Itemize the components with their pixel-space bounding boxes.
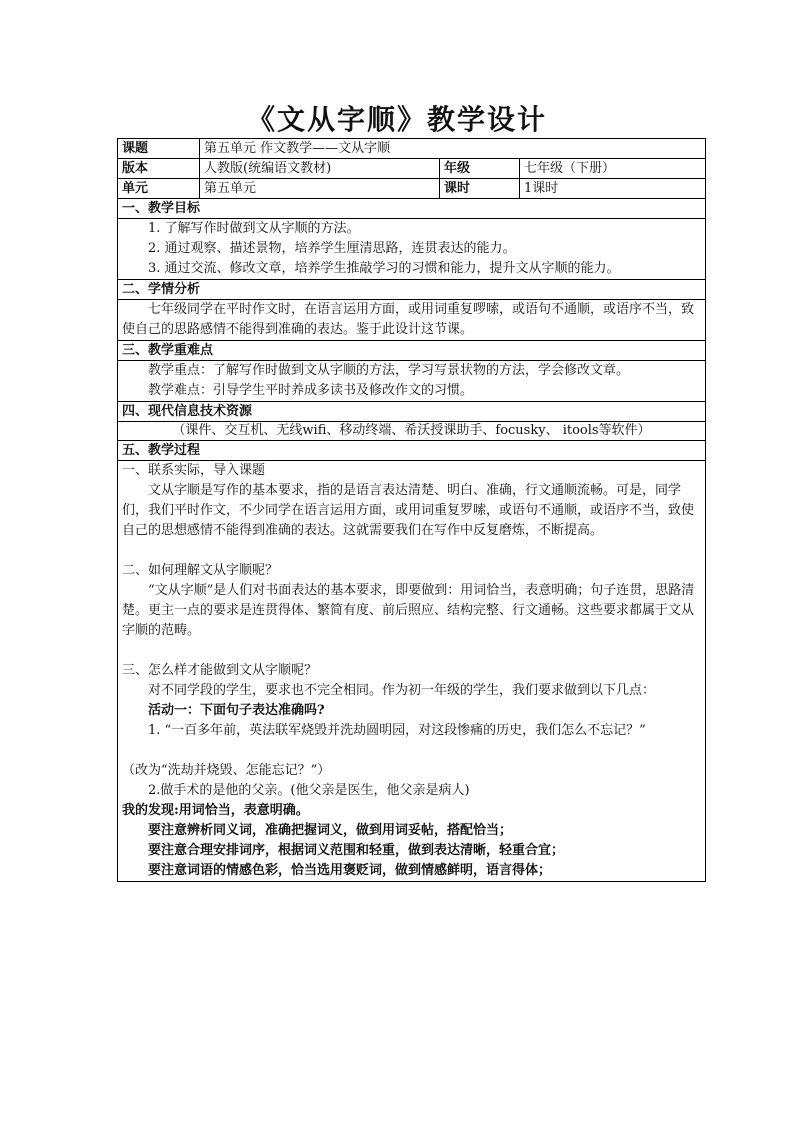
edition-value: 人教版(统编语文教材) — [200, 159, 440, 179]
resources-heading: 四、现代信息技术资源 — [118, 402, 706, 422]
key-point-text: 教学重点：了解写作时做到文从字顺的方法，学习写景状物的方法，学会修改文章。 — [148, 363, 630, 378]
difficulty-heading: 三、教学重难点 — [118, 341, 706, 361]
difficulty-heading-row — [118, 341, 706, 361]
document-title: 《文从字顺》教学设计 — [246, 103, 547, 136]
tip-item: 要注意词语的情感色彩，恰当选用褒贬词，做到情感鲜明，语言得体； — [148, 863, 552, 878]
process-heading: 五、教学过程 — [118, 441, 706, 461]
step3-text: 对不同学段的学生，要求也不完全相同。作为初一年级的学生，我们要求做到以下几点： — [148, 683, 656, 698]
analysis-text: 七年级同学在平时作文时，在语言运用方面，或用词重复啰嗦，或语句不通顺，或语序不当，致使自己的思路感情不能得到准确的表达。鉴于此设计这节课。 — [122, 302, 695, 337]
resources-text: （课件、交互机、无线wifi、移动终端、希沃授课助手、focusky、 itools等软件） — [118, 422, 706, 441]
edition-row — [118, 159, 706, 179]
hours-value: 1课时 — [520, 179, 706, 199]
spacer — [122, 541, 701, 561]
goals-heading: 一、教学目标 — [118, 199, 706, 219]
hours-label: 课时 — [440, 179, 520, 199]
unit-row — [118, 179, 706, 199]
goal-item: 3. 通过交流、修改文章，培养学生推敲学习的习惯和能力，提升文从字顺的能力。 — [148, 261, 620, 276]
tip-item: 要注意辨析同义词，准确把握词义，做到用词妥帖，搭配恰当； — [148, 823, 513, 838]
goals-body — [118, 219, 706, 280]
topic-label: 课题 — [118, 139, 200, 159]
goals-body-row — [118, 219, 706, 280]
spacer — [122, 641, 701, 661]
goal-item: 2. 通过观察、描述景物，培养学生厘清思路，连贯表达的能力。 — [148, 241, 516, 256]
step2-text: “文从字顺”是人们对书面表达的基本要求，即要做到：用词恰当，表意明确；句子连贯，思路清楚。更主一点的要求是连贯得体、繁简有度、前后照应、结构完整、行文通畅。这些要求都属于文从字顺的范畴。 — [122, 583, 695, 638]
resources-heading-row — [118, 402, 706, 422]
lesson-plan-table — [117, 138, 706, 882]
process-body — [118, 461, 706, 882]
step1-title: 一、联系实际，导入课题 — [122, 463, 266, 478]
goal-item: 1. 了解写作时做到文从字顺的方法。 — [148, 221, 360, 236]
difficulty-body — [118, 361, 706, 402]
spacer — [122, 741, 701, 761]
goals-heading-row — [118, 199, 706, 219]
activity-title: 活动一：下面句子表达准确吗? — [148, 703, 325, 718]
question-2: 2.做手术的是他的父亲。(他父亲是医生，他父亲是病人) — [148, 783, 470, 798]
finding-text: 我的发现:用词恰当，表意明确。 — [122, 803, 309, 818]
resources-body-row — [118, 422, 706, 441]
analysis-body-row — [118, 300, 706, 341]
analysis-heading-row — [118, 280, 706, 300]
grade-label: 年级 — [440, 159, 520, 179]
step1-text: 文从字顺是写作的基本要求，指的是语言表达清楚、明白、准确，行文通顺流畅。可是，同学们，我们平时作文，不少同学在语言运用方面，或用词重复罗嗦，或语句不通顺，或语序不当，致使自己的思想感情不能得到准确的表达。这就需要我们在写作中反复磨炼，不断提高。 — [122, 483, 695, 538]
grade-value: 七年级（下册） — [520, 159, 706, 179]
step3-title: 三、怎么样才能做到文从字顺呢？ — [122, 663, 318, 678]
unit-value: 第五单元 — [200, 179, 440, 199]
edition-label: 版本 — [118, 159, 200, 179]
topic-value: 第五单元 作文教学——文从字顺 — [200, 139, 706, 159]
difficulty-body-row — [118, 361, 706, 402]
process-body-row — [118, 461, 706, 882]
analysis-body — [118, 300, 706, 341]
question-1-fix: （改为“洗劫并烧毁、怎能忘记？”） — [122, 763, 331, 778]
difficult-point-text: 教学难点：引导学生平时养成多读书及修改作文的习惯。 — [148, 383, 474, 398]
process-heading-row — [118, 441, 706, 461]
question-1: 1. “一百多年前，英法联军烧毁并洗劫圆明园，对这段惨痛的历史，我们怎么不忘记？” — [148, 723, 646, 738]
topic-row — [118, 139, 706, 159]
step2-title: 二、如何理解文从字顺呢？ — [122, 563, 279, 578]
analysis-heading: 二、学情分析 — [118, 280, 706, 300]
tip-item: 要注意合理安排词序，根据词义范围和轻重，做到表达清晰，轻重合宜； — [148, 843, 565, 858]
unit-label: 单元 — [118, 179, 200, 199]
